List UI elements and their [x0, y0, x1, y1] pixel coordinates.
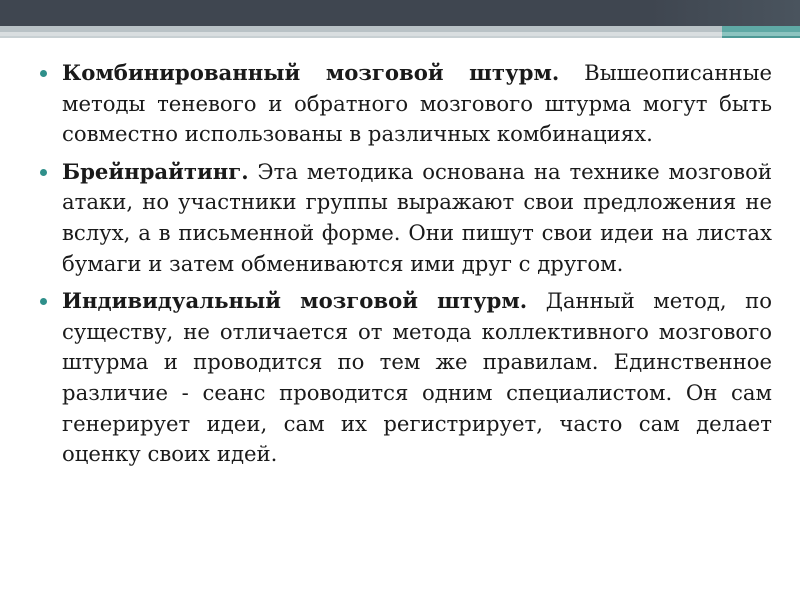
bullet-item-individual-brainstorm	[38, 286, 772, 470]
accent-block-bottom	[722, 36, 800, 38]
header-bar	[0, 0, 800, 26]
bullet-list	[38, 58, 772, 477]
bullet-icon	[40, 298, 47, 305]
bullet-item-brainwriting	[38, 157, 772, 279]
header-bar-shade	[650, 0, 800, 26]
bullet-title: Комбинированный мозговой штурм.	[62, 60, 560, 85]
bullet-title: Индивидуальный мозговой штурм.	[62, 288, 528, 314]
bullet-title: Брейнрайтинг.	[62, 158, 249, 184]
bullet-icon	[40, 169, 47, 176]
bullet-text: Данный метод, по существу, не отличается от метода коллективного мозгового штурма и проводится по тем же правилам. Единственное различие - сеанс проводится одним специалистом. Он сам генерирует идеи, сам их регистрирует, часто сам делает оценку своих идей.	[62, 288, 773, 467]
header-stripe-bottom	[0, 36, 800, 38]
bullet-item-combined-brainstorm	[38, 58, 772, 150]
bullet-text: Вышеописанные методы теневого и обратного мозгового штурма могут быть совместно использованы в различных комбинациях.	[62, 60, 772, 147]
bullet-text: Эта методика основана на технике мозговой атаки, но участники группы выражают свои предложения не вслух, а в письменной форме. Они пишут свои идеи на листах бумаги и затем обмениваются ими друг с другом.	[62, 158, 772, 276]
bullet-icon	[40, 70, 47, 77]
